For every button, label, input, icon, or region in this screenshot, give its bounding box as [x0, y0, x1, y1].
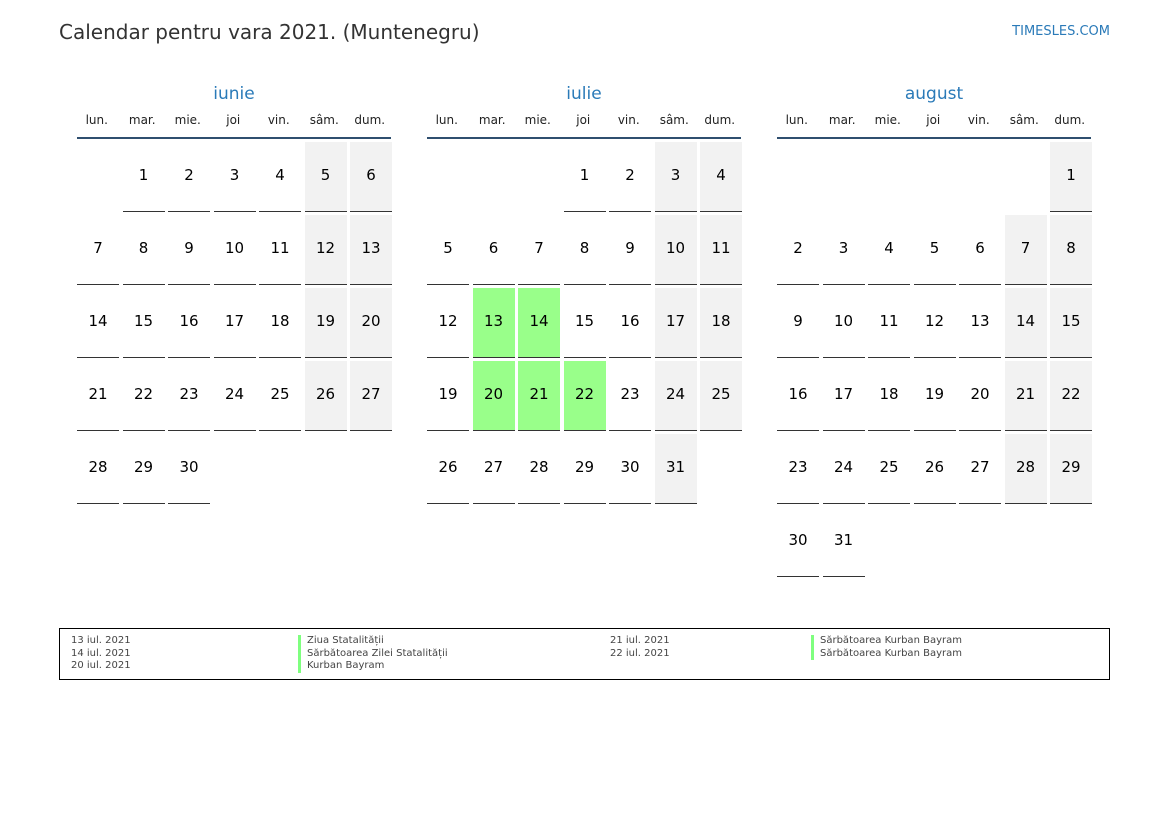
day-cell: 18	[868, 361, 910, 431]
day-cell: 10	[655, 215, 697, 285]
legend-date: 22 iul. 2021	[610, 647, 670, 659]
day-cell: 1	[123, 142, 165, 212]
month-rule	[777, 137, 1091, 139]
day-cell: 1	[1050, 142, 1092, 212]
day-cell: 20	[959, 361, 1001, 431]
legend-holiday-name: Sărbătoarea Zilei Statalității	[298, 648, 448, 661]
day-cell: 6	[959, 215, 1001, 285]
holiday-legend	[59, 628, 1110, 680]
legend-holiday-name: Ziua Statalității	[298, 635, 448, 648]
weekday-label: lun.	[435, 113, 458, 127]
day-cell: 24	[655, 361, 697, 431]
day-cell: 5	[305, 142, 347, 212]
day-cell: 21	[77, 361, 119, 431]
day-cell: 25	[868, 434, 910, 504]
day-cell: 31	[823, 507, 865, 577]
legend-names-left	[298, 635, 448, 673]
weekday-label: joi	[576, 113, 591, 127]
month-name: iunie	[213, 84, 255, 104]
day-cell: 29	[564, 434, 606, 504]
site-link[interactable]: TIMESLES.COM	[1012, 24, 1110, 39]
day-cell: 16	[777, 361, 819, 431]
weekday-label: vin.	[967, 113, 990, 127]
day-cell: 13	[959, 288, 1001, 358]
page-title: Calendar pentru vara 2021. (Muntenegru)	[59, 20, 480, 44]
day-cell: 11	[259, 215, 301, 285]
day-cell: 14	[1005, 288, 1047, 358]
day-cell: 2	[777, 215, 819, 285]
day-cell: 15	[564, 288, 606, 358]
day-cell: 31	[655, 434, 697, 504]
day-cell: 5	[914, 215, 956, 285]
day-cell: 23	[777, 434, 819, 504]
weekday-label: joi	[226, 113, 241, 127]
day-cell: 26	[914, 434, 956, 504]
day-cell: 8	[564, 215, 606, 285]
weekday-label: dum.	[704, 113, 736, 127]
weekday-label: mie.	[874, 113, 901, 127]
day-cell: 29	[1050, 434, 1092, 504]
day-cell: 12	[305, 215, 347, 285]
day-cell: 18	[259, 288, 301, 358]
day-cell: 12	[914, 288, 956, 358]
day-cell: 4	[868, 215, 910, 285]
day-cell: 11	[868, 288, 910, 358]
day-cell: 5	[427, 215, 469, 285]
legend-date: 14 iul. 2021	[71, 647, 131, 659]
day-cell: 9	[777, 288, 819, 358]
day-cell: 3	[655, 142, 697, 212]
day-cell: 3	[823, 215, 865, 285]
day-cell: 30	[777, 507, 819, 577]
day-cell: 4	[259, 142, 301, 212]
day-cell: 2	[168, 142, 210, 212]
day-cell: 6	[473, 215, 515, 285]
weekday-label: sâm.	[659, 113, 689, 127]
month-rule	[77, 137, 391, 139]
weekday-label: mar.	[128, 113, 156, 127]
weekday-label: sâm.	[309, 113, 339, 127]
weekday-header	[424, 112, 744, 130]
day-cell: 27	[350, 361, 392, 431]
legend-date: 20 iul. 2021	[71, 660, 131, 671]
legend-date: 13 iul. 2021	[71, 635, 131, 646]
day-cell: 9	[609, 215, 651, 285]
weekday-label: dum.	[354, 113, 386, 127]
holiday-cell: 13	[473, 288, 515, 358]
weekday-label: joi	[926, 113, 941, 127]
day-cell: 10	[214, 215, 256, 285]
legend-holiday-name: Sărbătoarea Kurban Bayram	[811, 635, 962, 648]
day-cell: 26	[305, 361, 347, 431]
legend-date: 21 iul. 2021	[610, 635, 670, 646]
day-cell: 20	[350, 288, 392, 358]
day-cell: 24	[823, 434, 865, 504]
day-cell: 30	[609, 434, 651, 504]
day-cell: 19	[914, 361, 956, 431]
day-cell: 7	[518, 215, 560, 285]
day-cell: 2	[609, 142, 651, 212]
weekday-label: vin.	[617, 113, 640, 127]
day-cell: 18	[700, 288, 742, 358]
legend-dates-left	[71, 635, 131, 673]
day-cell: 3	[214, 142, 256, 212]
day-cell: 7	[77, 215, 119, 285]
weekday-label: vin.	[267, 113, 290, 127]
day-cell: 19	[427, 361, 469, 431]
month-june	[74, 82, 394, 476]
day-cell: 28	[518, 434, 560, 504]
day-cell: 15	[123, 288, 165, 358]
weekday-label: lun.	[785, 113, 808, 127]
legend-holiday-name: Sărbătoarea Kurban Bayram	[811, 648, 962, 661]
weekday-label: sâm.	[1009, 113, 1039, 127]
day-cell: 8	[1050, 215, 1092, 285]
day-cell: 19	[305, 288, 347, 358]
legend-holiday-name: Kurban Bayram	[298, 660, 448, 673]
day-cell: 17	[655, 288, 697, 358]
month-august	[774, 82, 1094, 549]
weekday-label: mie.	[174, 113, 201, 127]
holiday-cell: 21	[518, 361, 560, 431]
day-cell: 25	[700, 361, 742, 431]
day-cell: 27	[959, 434, 1001, 504]
day-cell: 17	[823, 361, 865, 431]
day-cell: 11	[700, 215, 742, 285]
day-cell: 13	[350, 215, 392, 285]
day-cell: 4	[700, 142, 742, 212]
weekday-label: mie.	[524, 113, 551, 127]
day-cell: 1	[564, 142, 606, 212]
weekday-label: mar.	[478, 113, 506, 127]
day-cell: 8	[123, 215, 165, 285]
day-cell: 26	[427, 434, 469, 504]
day-cell: 16	[168, 288, 210, 358]
day-cell: 27	[473, 434, 515, 504]
day-cell: 9	[168, 215, 210, 285]
day-cell: 17	[214, 288, 256, 358]
holiday-cell: 20	[473, 361, 515, 431]
day-cell: 30	[168, 434, 210, 504]
day-cell: 22	[123, 361, 165, 431]
day-cell: 29	[123, 434, 165, 504]
day-cell: 22	[1050, 361, 1092, 431]
weekday-header	[774, 112, 1094, 130]
month-july	[424, 82, 744, 476]
holiday-cell: 14	[518, 288, 560, 358]
day-cell: 16	[609, 288, 651, 358]
month-rule	[427, 137, 741, 139]
day-cell: 10	[823, 288, 865, 358]
legend-names-right	[811, 635, 962, 660]
day-cell: 23	[609, 361, 651, 431]
weekday-label: mar.	[828, 113, 856, 127]
day-cell: 14	[77, 288, 119, 358]
weekday-header	[74, 112, 394, 130]
holiday-cell: 22	[564, 361, 606, 431]
day-cell: 12	[427, 288, 469, 358]
day-cell: 7	[1005, 215, 1047, 285]
month-name: iulie	[566, 84, 602, 104]
weekday-label: lun.	[85, 113, 108, 127]
day-cell: 23	[168, 361, 210, 431]
day-cell: 15	[1050, 288, 1092, 358]
day-cell: 28	[1005, 434, 1047, 504]
day-cell: 6	[350, 142, 392, 212]
weekday-label: dum.	[1054, 113, 1086, 127]
day-cell: 25	[259, 361, 301, 431]
month-name: august	[904, 84, 964, 104]
day-cell: 28	[77, 434, 119, 504]
legend-dates-right	[610, 635, 670, 660]
day-cell: 24	[214, 361, 256, 431]
day-cell: 21	[1005, 361, 1047, 431]
